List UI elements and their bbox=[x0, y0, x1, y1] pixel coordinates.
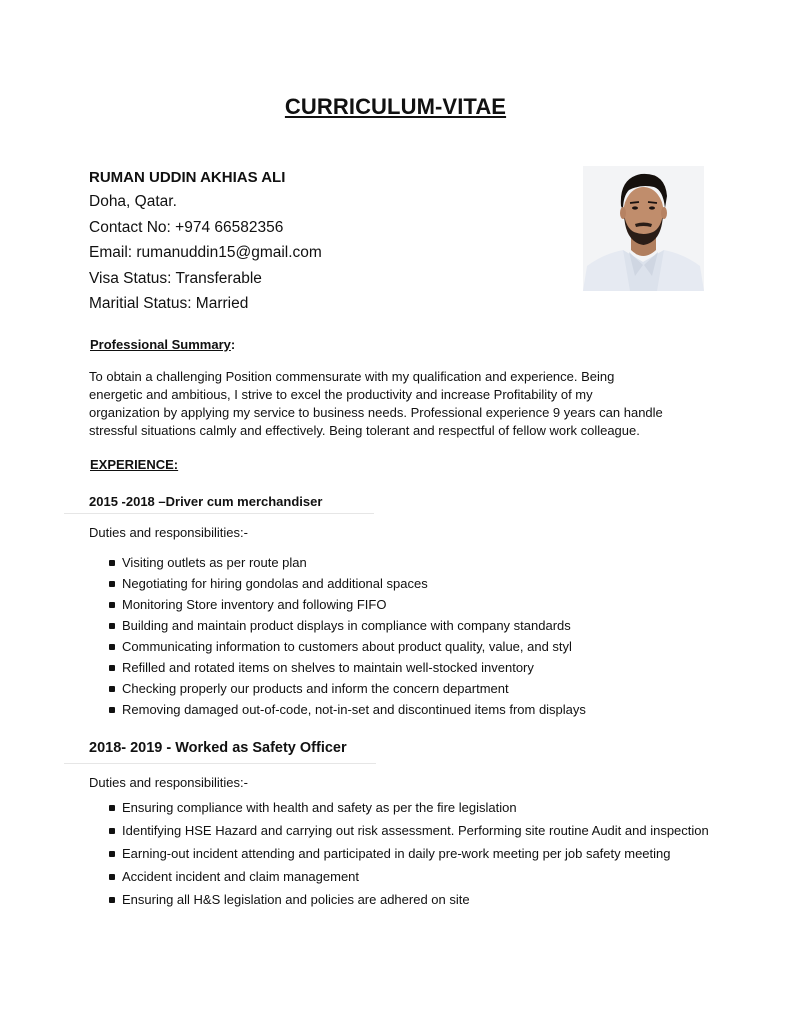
marital-status: Maritial Status: Married bbox=[89, 295, 249, 312]
summary-heading-colon: : bbox=[230, 337, 236, 352]
professional-summary-text bbox=[89, 368, 739, 440]
candidate-name: RUMAN UDDIN AKHIAS ALI bbox=[89, 169, 286, 186]
contact-number: Contact No: +974 66582356 bbox=[89, 218, 284, 236]
list-item: Building and maintain product displays in compliance with company standards bbox=[108, 617, 586, 638]
summary-line: To obtain a challenging Position commensurate with my qualification and experience. Being bbox=[89, 369, 615, 384]
email: Email: rumanuddin15@gmail.com bbox=[89, 244, 322, 261]
section-divider bbox=[64, 513, 374, 514]
visa-status: Visa Status: Transferable bbox=[89, 269, 262, 287]
list-item: Visiting outlets as per route plan bbox=[108, 554, 586, 575]
experience-heading: EXPERIENCE: bbox=[90, 457, 179, 472]
duties-label: Duties and responsibilities:- bbox=[89, 775, 248, 790]
summary-heading-text: Professional Summary bbox=[90, 337, 231, 352]
list-item: Identifying HSE Hazard and carrying out risk assessment. Performing site routine Audit and inspection bbox=[108, 822, 709, 845]
job-title-driver: 2015 -2018 –Driver cum merchandiser bbox=[89, 494, 323, 509]
professional-summary-heading bbox=[90, 337, 235, 352]
list-item: Earning-out incident attending and participated in daily pre-work meeting per job safety meeting bbox=[108, 845, 709, 868]
driver-duties-list bbox=[108, 554, 586, 722]
list-item: Removing damaged out-of-code, not-in-set and discontinued items from displays bbox=[108, 701, 586, 722]
summary-line: organization by applying my service to business needs. Professional experience 9 years can handle bbox=[89, 405, 663, 420]
safety-duties-list bbox=[108, 799, 709, 914]
location: Doha, Qatar. bbox=[89, 193, 177, 210]
list-item: Ensuring all H&S legislation and policies are adhered on site bbox=[108, 891, 709, 914]
list-item: Negotiating for hiring gondolas and additional spaces bbox=[108, 575, 586, 596]
profile-photo bbox=[583, 166, 704, 291]
list-item: Communicating information to customers about product quality, value, and styl bbox=[108, 638, 586, 659]
contact-block bbox=[89, 167, 322, 317]
summary-line: stressful situations calmly and effectively. Being tolerant and respectful of fellow work colleague. bbox=[89, 423, 640, 438]
list-item: Checking properly our products and inform the concern department bbox=[108, 680, 586, 701]
summary-line: energetic and ambitious, I strive to excel the productivity and increase Profitability of my bbox=[89, 387, 593, 402]
list-item: Accident incident and claim management bbox=[108, 868, 709, 891]
document-title: CURRICULUM-VITAE bbox=[284, 94, 507, 119]
section-divider bbox=[64, 763, 376, 764]
list-item: Monitoring Store inventory and following FIFO bbox=[108, 596, 586, 617]
list-item: Ensuring compliance with health and safety as per the fire legislation bbox=[108, 799, 709, 822]
job-title-safety-officer: 2018- 2019 - Worked as Safety Officer bbox=[89, 740, 347, 756]
list-item: Refilled and rotated items on shelves to maintain well-stocked inventory bbox=[108, 659, 586, 680]
duties-label: Duties and responsibilities:- bbox=[89, 525, 248, 540]
